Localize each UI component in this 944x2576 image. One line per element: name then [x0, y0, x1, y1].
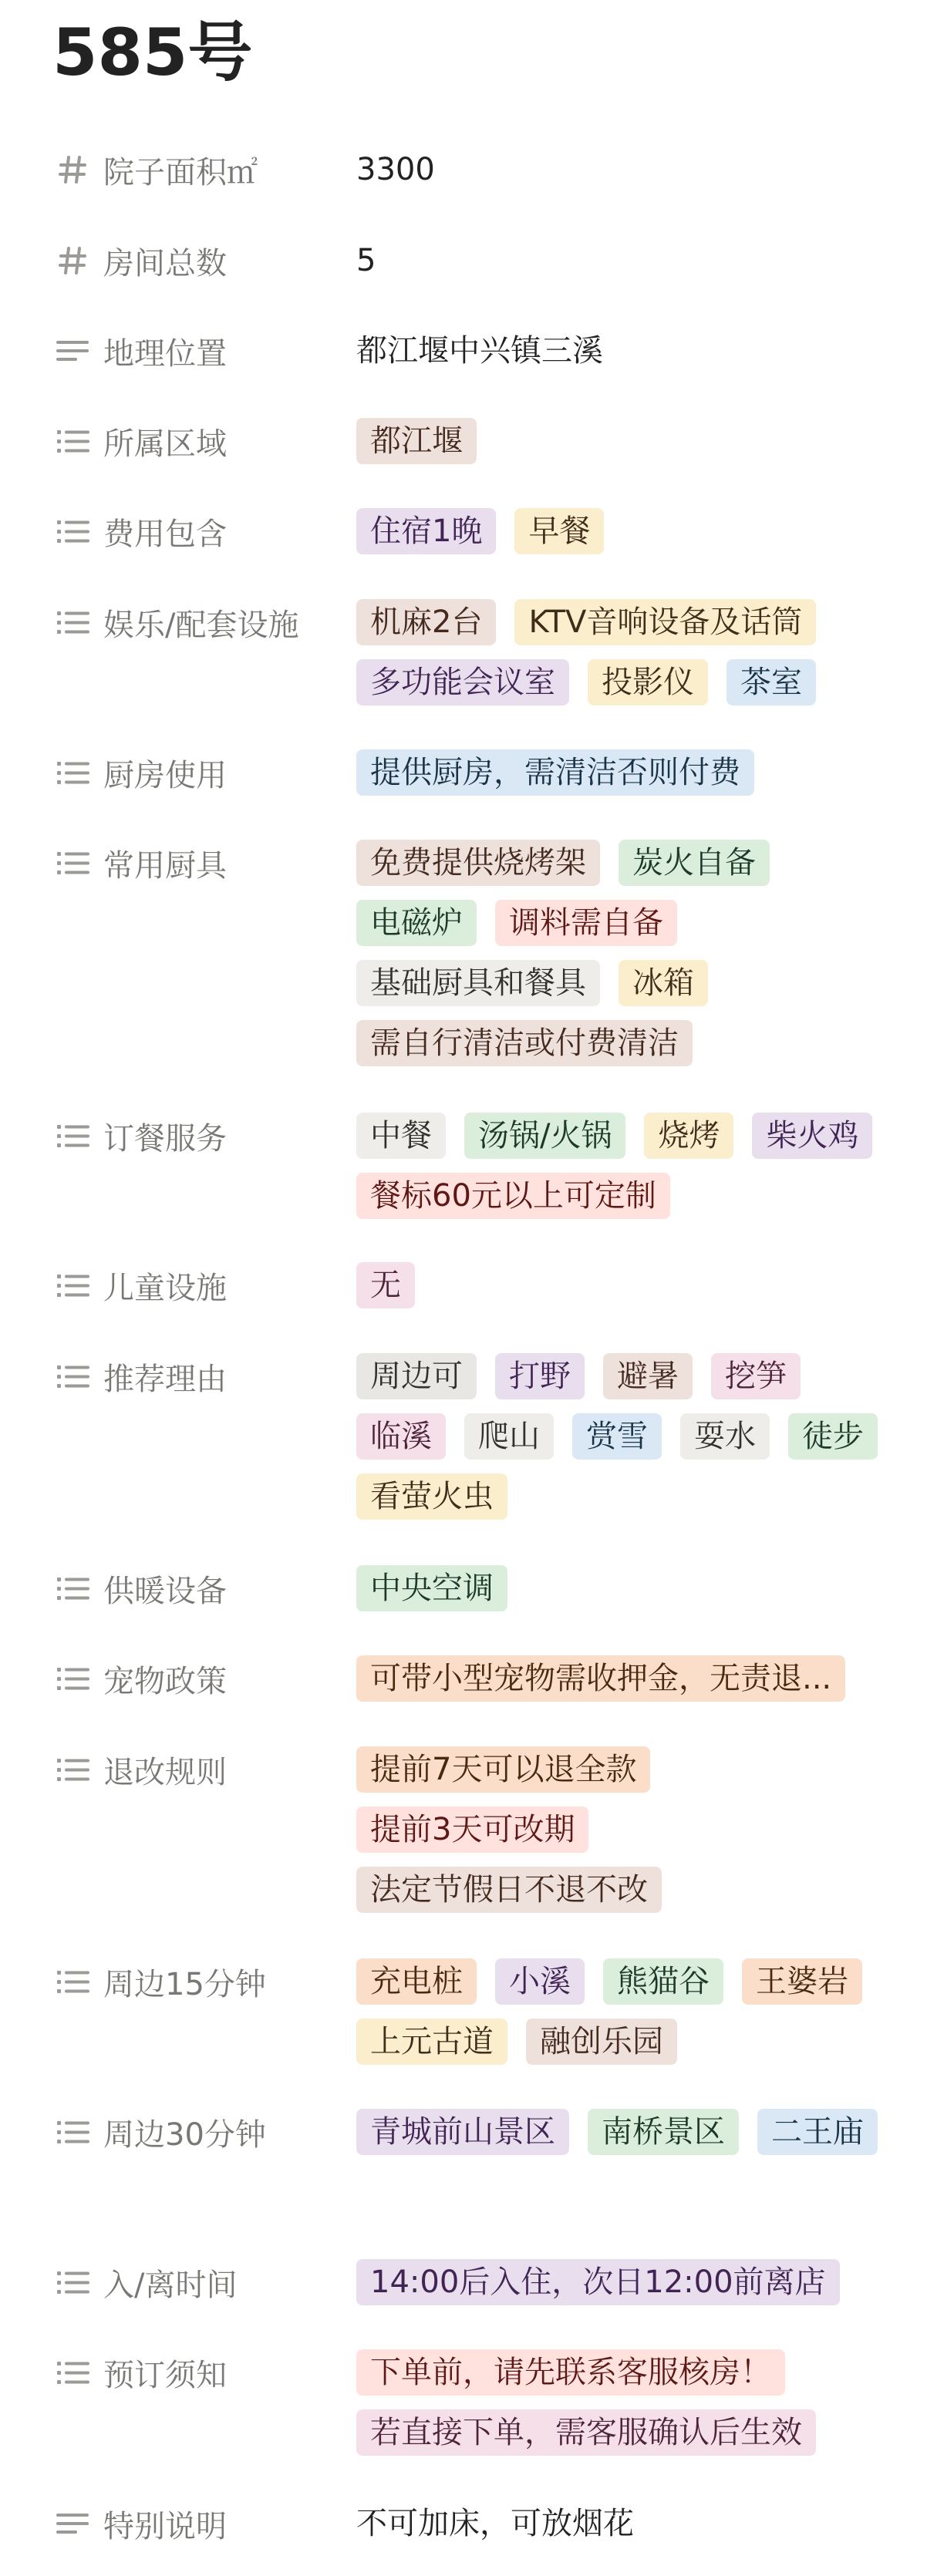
property-label-text: 供暖设备: [103, 1573, 227, 1609]
tag: KTV音响设备及话筒: [514, 599, 816, 645]
tag: 小溪: [495, 1958, 585, 2005]
tag: 餐标60元以上可定制: [356, 1173, 670, 1219]
tag: 融创乐园: [526, 2019, 677, 2065]
property-value[interactable]: [356, 146, 896, 193]
tag: 提前3天可改期: [356, 1807, 588, 1853]
multi-select-icon: [54, 2354, 91, 2391]
tag: 都江堰: [356, 418, 477, 464]
property-value[interactable]: [356, 1113, 896, 1219]
tag: 投影仪: [588, 659, 708, 705]
tag: 赏雪: [572, 1413, 662, 1460]
property-value[interactable]: [356, 418, 896, 464]
property-label[interactable]: [54, 2500, 308, 2547]
number-icon: [54, 242, 91, 279]
property-label[interactable]: [54, 749, 308, 796]
multi-select-icon: [54, 754, 91, 791]
property-label-text: 入/离时间: [103, 2267, 238, 2303]
property-label-text: 娱乐/配套设施: [103, 607, 299, 643]
tag: 周边可: [356, 1353, 477, 1399]
property-value[interactable]: [356, 749, 896, 796]
tag-list: [356, 749, 896, 796]
tag: 需自行清洁或付费清洁: [356, 1020, 693, 1066]
tag: 徒步: [788, 1413, 878, 1460]
property-value-text: 不可加床，可放烟花: [356, 2506, 634, 2541]
property-value[interactable]: [356, 2349, 896, 2456]
tag: 爬山: [464, 1413, 554, 1460]
property-label-text: 预订须知: [103, 2357, 227, 2393]
tag: 炭火自备: [619, 840, 770, 886]
tag-list: [356, 1746, 896, 1913]
tag: 中央空调: [356, 1565, 507, 1611]
property-value-text: 都江堰中兴镇三溪: [356, 333, 603, 369]
tag: 可带小型宠物需收押金，无责退...: [356, 1655, 845, 1702]
tag-list: [356, 1113, 896, 1219]
property-label[interactable]: [54, 328, 308, 374]
tag: 早餐: [514, 508, 604, 554]
tag: 挖笋: [711, 1353, 801, 1399]
property-label[interactable]: [54, 418, 308, 464]
property-label-text: 儿童设施: [103, 1270, 227, 1306]
property-value[interactable]: [356, 1565, 896, 1611]
tag: 冰箱: [619, 960, 708, 1006]
tag-list: [356, 1565, 896, 1611]
tag: 二王庙: [757, 2109, 878, 2155]
tag: 免费提供烧烤架: [356, 840, 600, 886]
tag-list: [356, 1353, 896, 1520]
tag: 基础厨具和餐具: [356, 960, 600, 1006]
tag: 烧烤: [644, 1113, 733, 1159]
property-value[interactable]: [356, 840, 896, 1066]
property-label-text: 特别说明: [103, 2508, 227, 2544]
tag-list: [356, 508, 896, 554]
multi-select-icon: [54, 423, 91, 460]
multi-select-icon: [54, 844, 91, 881]
multi-select-icon: [54, 1570, 91, 1607]
tag: 南桥景区: [588, 2109, 739, 2155]
property-label[interactable]: [54, 146, 308, 193]
property-value[interactable]: [356, 508, 896, 554]
tag-list: [356, 840, 896, 1066]
tag-list: [356, 2259, 896, 2305]
tag: 中餐: [356, 1113, 446, 1159]
tag: 电磁炉: [356, 900, 477, 946]
tag: 柴火鸡: [752, 1113, 872, 1159]
property-label[interactable]: [54, 1958, 308, 2005]
property-value[interactable]: [356, 1958, 896, 2065]
property-label[interactable]: [54, 2349, 308, 2396]
tag: 14:00后入住，次日12:00前离店: [356, 2259, 840, 2305]
property-value[interactable]: [356, 328, 896, 374]
property-label-text: 所属区域: [103, 426, 227, 462]
property-label[interactable]: [54, 2109, 308, 2155]
property-label[interactable]: [54, 1353, 308, 1399]
property-label-text: 厨房使用: [103, 757, 227, 793]
property-value[interactable]: [356, 2109, 896, 2155]
property-label[interactable]: [54, 840, 308, 886]
multi-select-icon: [54, 2113, 91, 2150]
tag: 充电桩: [356, 1958, 477, 2005]
tag-list: [356, 599, 896, 705]
tag: 避暑: [603, 1353, 693, 1399]
tag: 下单前，请先联系客服核房！: [356, 2349, 785, 2396]
tag: 无: [356, 1262, 415, 1308]
property-value[interactable]: [356, 1262, 896, 1308]
tag: 王婆岩: [742, 1958, 862, 2005]
tag: 汤锅/火锅: [464, 1113, 625, 1159]
property-value[interactable]: [356, 237, 896, 284]
property-label[interactable]: [54, 1113, 308, 1159]
property-label-text: 房间总数: [103, 245, 227, 281]
property-label-text: 推荐理由: [103, 1361, 227, 1397]
multi-select-icon: [54, 1751, 91, 1788]
tag-list: [356, 2109, 896, 2155]
tag: 机麻2台: [356, 599, 496, 645]
property-label[interactable]: [54, 237, 308, 284]
property-value-text: 3300: [356, 152, 435, 187]
property-label-text: 周边30分钟: [103, 2116, 266, 2153]
tag: 茶室: [727, 659, 816, 705]
tag: 多功能会议室: [356, 659, 569, 705]
property-label-text: 费用包含: [103, 516, 227, 552]
number-icon: [54, 151, 91, 188]
property-label[interactable]: [54, 1655, 308, 1702]
tag: 看萤火虫: [356, 1473, 507, 1520]
tag: 耍水: [680, 1413, 770, 1460]
property-label[interactable]: [54, 599, 308, 645]
text-icon: [54, 2505, 91, 2542]
property-label[interactable]: [54, 2259, 308, 2305]
property-value[interactable]: [356, 2500, 896, 2547]
property-label[interactable]: [54, 1262, 308, 1308]
property-label-text: 周边15分钟: [103, 1966, 266, 2002]
property-value[interactable]: [356, 599, 896, 705]
property-label[interactable]: [54, 1746, 308, 1793]
property-label[interactable]: [54, 508, 308, 554]
page-title: 585号: [52, 15, 253, 90]
tag: 熊猫谷: [603, 1958, 723, 2005]
property-label-text: 宠物政策: [103, 1663, 227, 1699]
tag: 法定节假日不退不改: [356, 1867, 662, 1913]
multi-select-icon: [54, 1660, 91, 1697]
multi-select-icon: [54, 2264, 91, 2301]
tag: 若直接下单，需客服确认后生效: [356, 2409, 816, 2456]
tag-list: [356, 1262, 896, 1308]
property-label-text: 地理位置: [103, 335, 227, 372]
text-icon: [54, 332, 91, 369]
tag: 上元古道: [356, 2019, 507, 2065]
tag: 调料需自备: [495, 900, 677, 946]
multi-select-icon: [54, 1358, 91, 1395]
tag: 住宿1晚: [356, 508, 496, 554]
property-label-text: 常用厨具: [103, 847, 227, 884]
multi-select-icon: [54, 1117, 91, 1154]
property-value[interactable]: [356, 1353, 896, 1520]
property-value-text: 5: [356, 243, 376, 278]
multi-select-icon: [54, 1267, 91, 1304]
multi-select-icon: [54, 1963, 91, 2000]
property-value[interactable]: [356, 1746, 896, 1913]
multi-select-icon: [54, 513, 91, 550]
property-value[interactable]: [356, 1655, 896, 1702]
property-label-text: 院子面积㎡: [103, 154, 258, 190]
tag: 提供厨房，需清洁否则付费: [356, 749, 754, 796]
property-label-text: 退改规则: [103, 1754, 227, 1790]
tag-list: [356, 2349, 896, 2456]
multi-select-icon: [54, 604, 91, 641]
tag: 打野: [495, 1353, 585, 1399]
tag: 提前7天可以退全款: [356, 1746, 650, 1793]
tag-list: [356, 418, 896, 464]
tag-list: [356, 1958, 896, 2065]
tag: 临溪: [356, 1413, 446, 1460]
tag: 青城前山景区: [356, 2109, 569, 2155]
property-label-text: 订餐服务: [103, 1120, 227, 1157]
tag-list: [356, 1655, 896, 1702]
property-value[interactable]: [356, 2259, 896, 2305]
property-label[interactable]: [54, 1565, 308, 1611]
